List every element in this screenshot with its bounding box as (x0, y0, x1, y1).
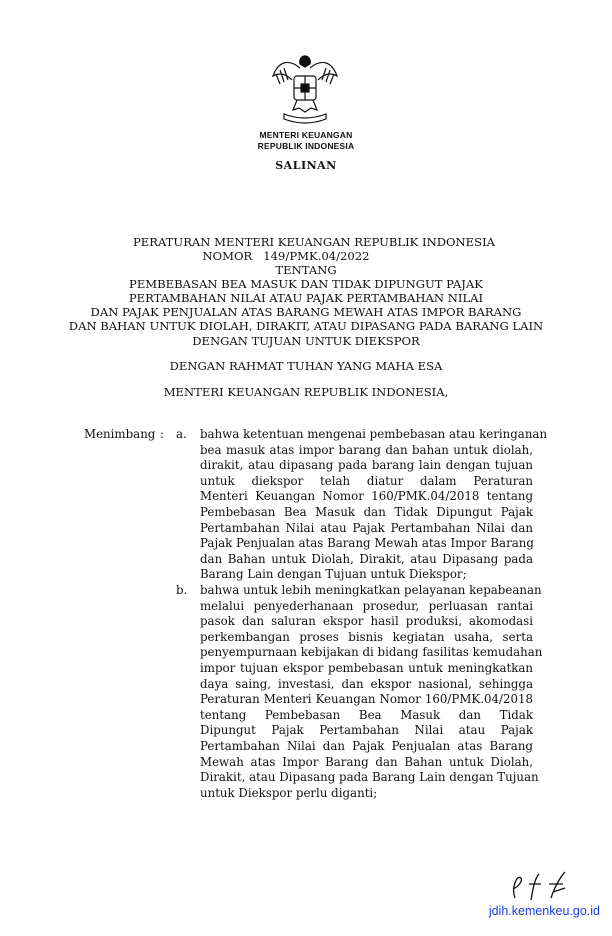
subject-line: DENGAN TUJUAN UNTUK DIEKSPOR (192, 334, 420, 348)
item-text-line: Dirakit, atau Dipasang pada Barang Lain dengan Tujuan (200, 770, 539, 785)
item-text-line: Dipungut Pajak Pertambahan Nilai atau Pajak (200, 723, 533, 738)
authority: MENTERI KEUANGAN REPUBLIK INDONESIA, (163, 385, 449, 399)
subject-line: DAN BAHAN UNTUK DIOLAH, DIRAKIT, ATAU DIPASANG PADA BARANG LAIN (68, 319, 544, 333)
item-text-line: dan Bahan untuk Diolah, Dirakit, atau Dipasang pada (200, 551, 533, 566)
item-text-line: pasok dan saluran ekspor hasil produksi, akomodasi (200, 614, 533, 629)
item-text-line: bahwa untuk lebih meningkatkan pelayanan kepabeanan (200, 583, 542, 597)
garuda-emblem-icon (270, 48, 340, 128)
considering-label: Menimbang (84, 427, 156, 441)
item-text-line: untuk Diekspor perlu diganti; (200, 785, 378, 800)
item-text-line: penyempurnaan kebijakan di bidang fasilitas kemudahan (200, 645, 543, 660)
item-text-line: bahwa ketentuan mengenai pembebasan atau keringanan (200, 427, 548, 441)
item-text-line: melalui penyederhanaan prosedur, perluasan rantai (200, 598, 533, 613)
item-text-line: Pajak Penjualan atas Barang Mewah atas Impor Barang (200, 536, 534, 551)
item-text-line: daya saing, investasi, dan ekspor nasional, sehingga (200, 676, 533, 691)
item-marker: a. (176, 427, 187, 441)
regulation-number: NOMOR 149/PMK.04/2022 (202, 249, 370, 263)
item-text-line: dirakit, atau dipasang pada barang lain dengan tujuan (200, 458, 533, 473)
item-text-line: impor tujuan ekspor pembebasan untuk meningkatkan (200, 661, 533, 675)
regulation-title: PERATURAN MENTERI KEUANGAN REPUBLIK INDONESIA (132, 235, 496, 249)
considering-colon: : (160, 427, 164, 441)
item-text-line: Mewah atas Impor Barang dan Bahan untuk Diolah, (200, 754, 533, 769)
item-text-line: perkembangan proses bisnis kegiatan usaha, serta (200, 629, 533, 644)
copy-stamp: SALINAN (275, 159, 337, 172)
subject-line: PEMBEBASAN BEA MASUK DAN TIDAK DIPUNGUT PAJAK (129, 277, 483, 291)
jdih-link[interactable]: jdih.kemenkeu.go.id (488, 904, 600, 918)
item-text-line: Barang Lain dengan Tujuan untuk Diekspor; (200, 567, 467, 582)
item-text-line: untuk diekspor telah diatur dalam Peraturan (200, 473, 533, 488)
item-text-line: Peraturan Menteri Keuangan Nomor 160/PMK.04/2018 (200, 692, 533, 707)
item-text-line: Pembebasan Bea Masuk dan Tidak Dipungut Pajak (200, 505, 533, 519)
item-text-line: bea masuk atas impor barang dan bahan untuk diolah, (200, 442, 533, 457)
item-text-line: Menteri Keuangan Nomor 160/PMK.04/2018 tentang (200, 489, 533, 504)
item-marker: b. (176, 583, 188, 597)
invocation: DENGAN RAHMAT TUHAN YANG MAHA ESA (169, 359, 443, 373)
signature-initials (505, 868, 575, 903)
subject-line: PERTAMBAHAN NILAI ATAU PAJAK PERTAMBAHAN NILAI (128, 291, 484, 305)
ministry-name: MENTERI KEUANGAN (259, 130, 353, 140)
item-text-line: tentang Pembebasan Bea Masuk dan Tidak (200, 707, 533, 722)
country-name: REPUBLIK INDONESIA (257, 141, 355, 151)
item-text-line: Pertambahan Nilai dan Pajak Penjualan atas Barang (200, 739, 533, 753)
subject-line: DAN PAJAK PENJUALAN ATAS BARANG MEWAH ATAS IMPOR BARANG (90, 305, 522, 319)
item-text-line: Pertambahan Nilai atau Pajak Pertambahan Nilai dan (200, 520, 533, 535)
about-label: TENTANG (275, 263, 337, 277)
